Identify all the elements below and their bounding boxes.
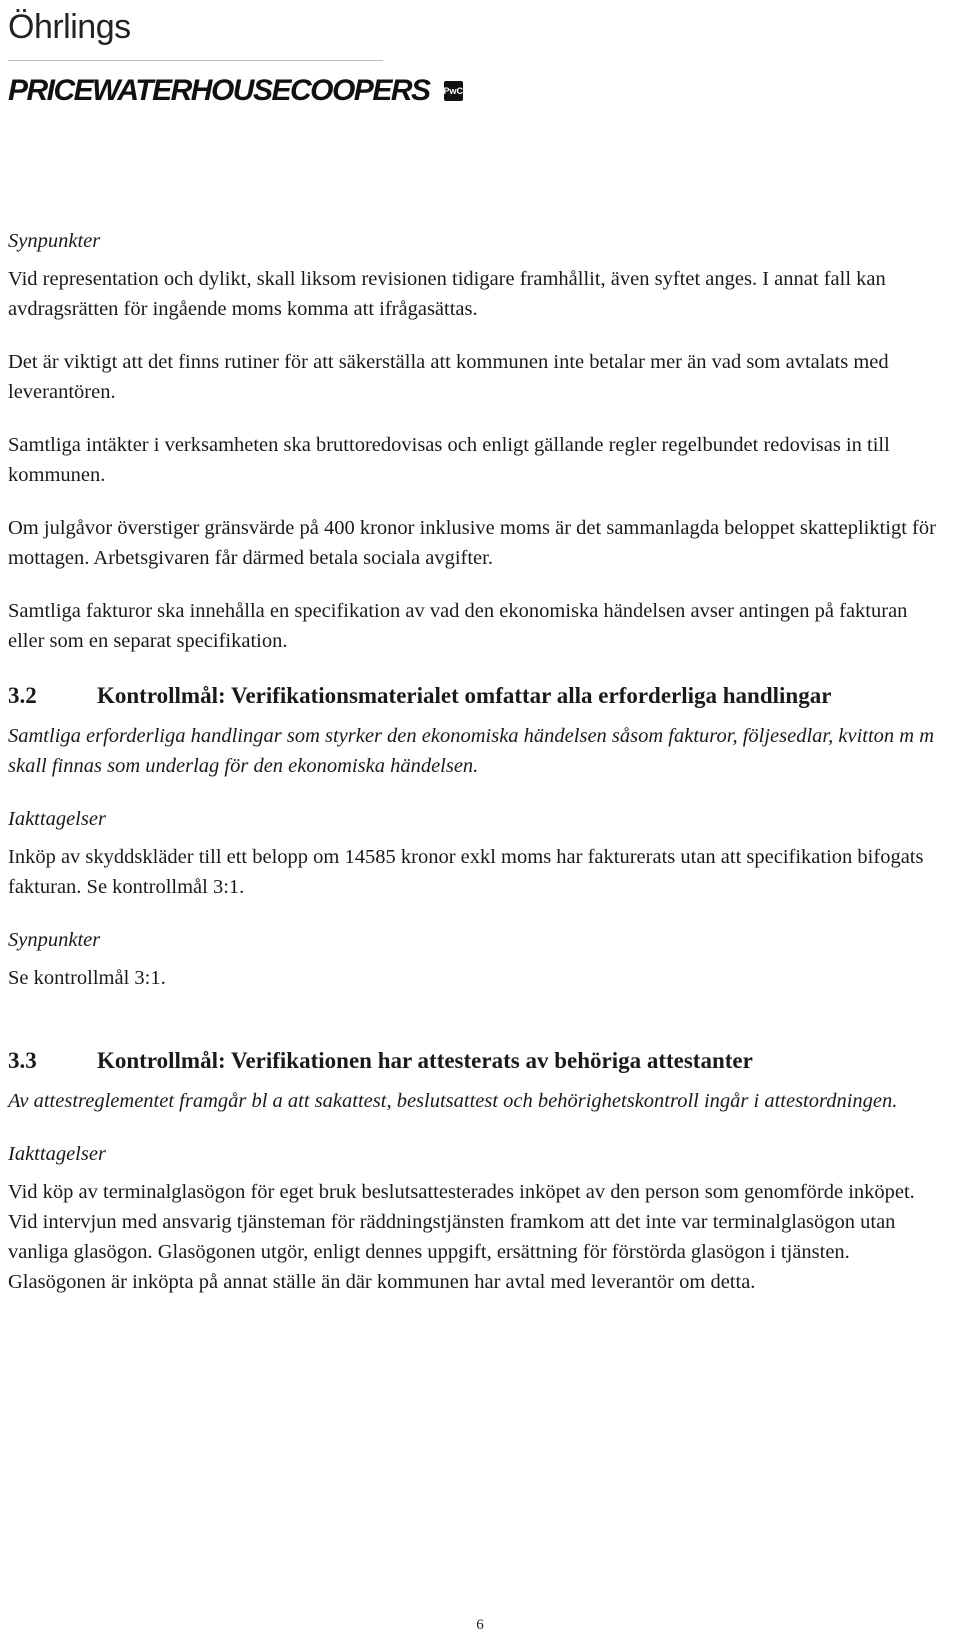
section-intro: Samtliga erforderliga handlingar som styrker den ekonomiska händelsen såsom fakturor, följesedlar, kvitton m m skall finnas som underlag för den ekonomiska händelsen. <box>8 725 935 777</box>
section-heading-3-2 <box>8 679 938 713</box>
label-iakttagelser: Iakttagelser <box>8 1143 106 1165</box>
paragraph-iakttagelser: Inköp av skyddskläder till ett belopp om 14585 kronor exkl moms har fakturerats utan att specifikation bifogats fakturan. Se kontrollmål 3:1. <box>8 846 924 898</box>
label-synpunkter: Synpunkter <box>8 929 101 951</box>
pwc-logo-mark-icon: PwC <box>444 81 464 101</box>
pricewaterhousecoopers-logo <box>8 73 464 109</box>
paragraph-julgavor: Om julgåvor överstiger gränsvärde på 400 kronor inklusive moms är det sammanlagda beloppet skattepliktigt för mottagen. Arbetsgivaren får därmed betala sociala avgifter. <box>8 517 936 569</box>
header-divider <box>8 60 383 61</box>
paragraph-fakturor: Samtliga fakturor ska innehålla en specifikation av vad den ekonomiska händelsen avser antingen på fakturan eller som en separat specifikation. <box>8 600 908 652</box>
section-number: 3.2 <box>8 683 37 708</box>
document-body <box>8 226 938 1320</box>
label-iakttagelser: Iakttagelser <box>8 808 106 830</box>
section-number: 3.3 <box>8 1048 37 1073</box>
section-title: Kontrollmål: Verifikationen har attesterats av behöriga attestanter <box>97 1048 753 1073</box>
ohrlings-logo-text: Öhrlings <box>8 8 131 46</box>
section-title: Kontrollmål: Verifikationsmaterialet omfattar alla erforderliga handlingar <box>97 683 832 708</box>
page-header <box>8 6 464 109</box>
label-synpunkter: Synpunkter <box>8 230 101 252</box>
page-number: 6 <box>476 1617 484 1633</box>
pwc-logo-text: PRICEWATERHOUSECOOPERS <box>8 74 430 107</box>
paragraph-intakter: Samtliga intäkter i verksamheten ska bruttoredovisas och enligt gällande regler regelbundet redovisas in till kommunen. <box>8 434 890 486</box>
paragraph-representation: Vid representation och dylikt, skall liksom revisionen tidigare framhållit, även syftet anges. I annat fall kan avdragsrätten för ingående moms komma att ifrågasättas. <box>8 268 886 320</box>
paragraph-synpunkter: Se kontrollmål 3:1. <box>8 967 166 989</box>
section-heading-3-3 <box>8 1044 938 1078</box>
paragraph-rutiner: Det är viktigt att det finns rutiner för att säkerställa att kommunen inte betalar mer än vad som avtalats med leverantören. <box>8 351 889 403</box>
section-intro: Av attestreglementet framgår bl a att sakattest, beslutsattest och behörighetskontroll ingår i attestordningen. <box>8 1090 898 1112</box>
paragraph-iakttagelser: Vid köp av terminalglasögon för eget bruk beslutsattesterades inköpet av den person som genomförde inköpet. Vid intervjun med ansvarig tjänsteman för räddningstjänsten framkom att det inte var terminalglasögon utan vanliga glasögon. Glasögonen utgör, enligt dennes uppgift, ersättning för förstörda glasögon i tjänsten. Glasögonen är inköpta på annat ställe än där kommunen har avtal med leverantör om detta. <box>8 1181 915 1293</box>
